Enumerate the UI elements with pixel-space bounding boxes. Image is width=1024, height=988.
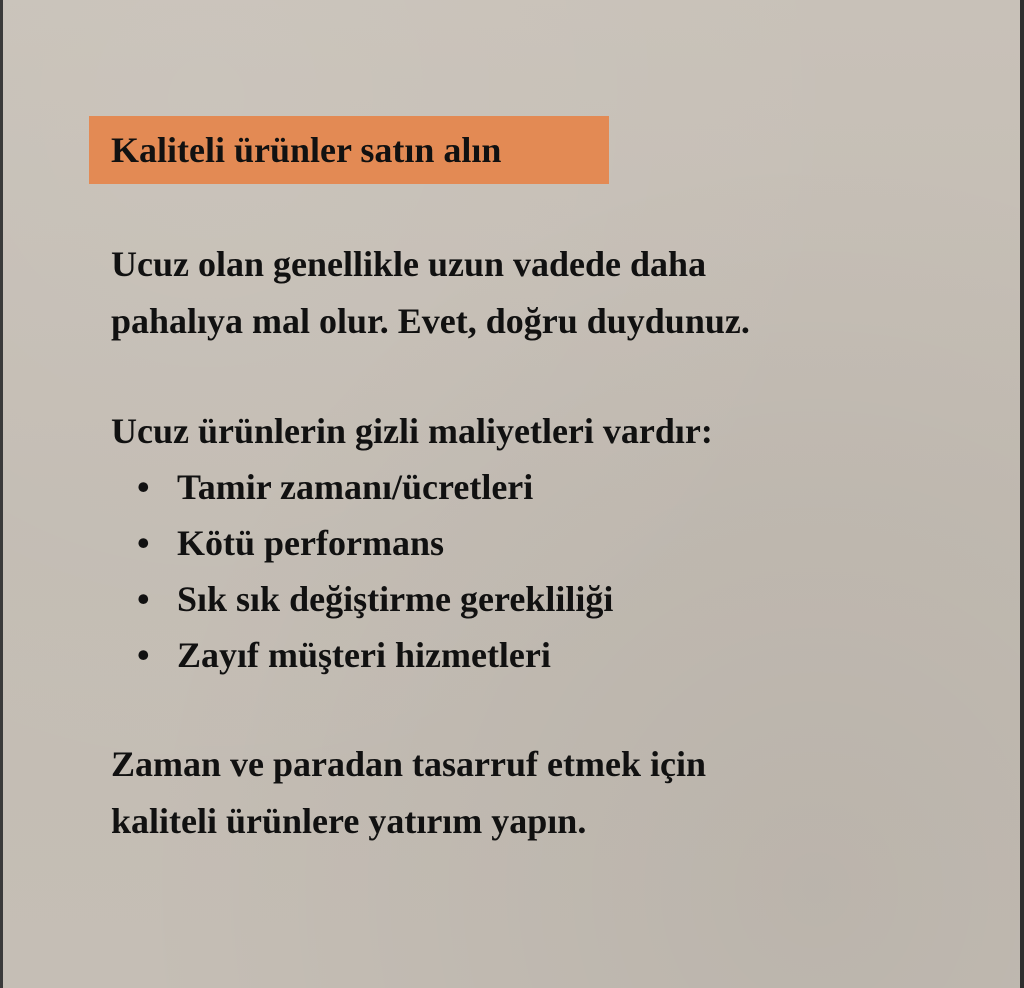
list-item-text: Zayıf müşteri hizmetleri (177, 635, 551, 675)
bullet-icon: • (137, 523, 150, 563)
list-item (111, 459, 613, 515)
bullet-icon: • (137, 467, 150, 507)
list-intro: Ucuz ürünlerin gizli maliyetleri vardır: (111, 411, 713, 451)
intro-paragraph (111, 236, 750, 350)
list-item-text: Tamir zamanı/ücretleri (177, 467, 534, 507)
hidden-costs-list (111, 459, 613, 683)
conclusion-line-1: Zaman ve paradan tasarruf etmek için (111, 744, 706, 784)
title-highlight (89, 116, 609, 184)
list-item-text: Kötü performans (177, 523, 444, 563)
list-item-text: Sık sık değiştirme gerekliliği (177, 579, 614, 619)
bullet-icon: • (137, 579, 150, 619)
intro-line-1: Ucuz olan genellikle uzun vadede daha (111, 244, 707, 284)
list-item (111, 571, 613, 627)
conclusion-line-2: kaliteli ürünlere yatırım yapın. (111, 801, 587, 841)
conclusion-paragraph (111, 736, 706, 850)
list-item (111, 515, 613, 571)
list-item (111, 627, 613, 683)
bullet-icon: • (137, 635, 150, 675)
intro-line-2: pahalıya mal olur. Evet, doğru duydunuz. (111, 301, 750, 341)
page-title: Kaliteli ürünler satın alın (111, 130, 502, 170)
